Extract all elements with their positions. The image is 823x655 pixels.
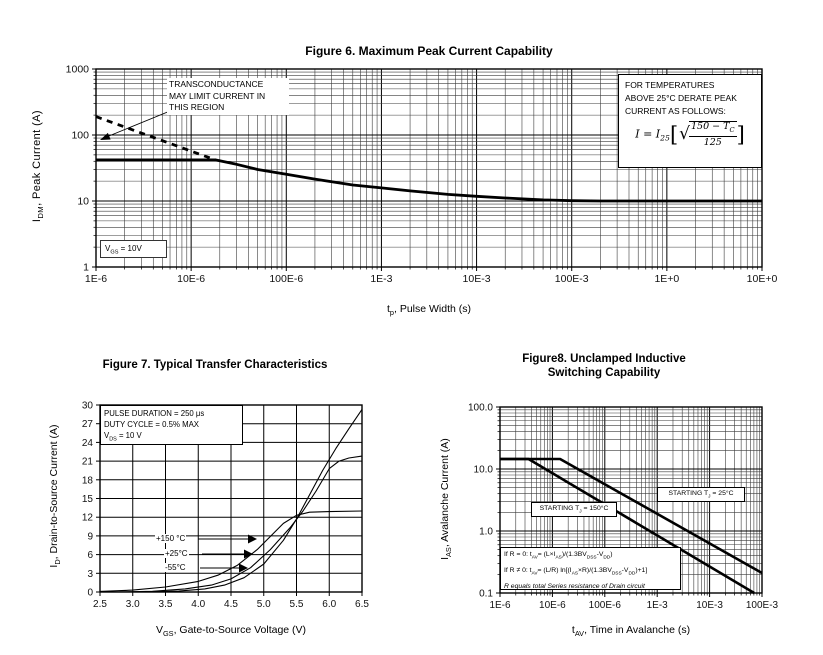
figure7-x-tick-label: 5.5 [289, 599, 304, 610]
starting-tj-25-label: STARTING $T_J = 25^\circ C$ [657, 487, 745, 502]
figure8-y-tick-label: 1.0 [479, 526, 493, 538]
figure6-x-tick-label: 10E-6 [177, 273, 206, 285]
derate-note-line: FOR TEMPERATURES [625, 80, 715, 90]
figure7-y-tick-label: 18 [81, 475, 93, 487]
figure7-conditions-box [100, 405, 243, 445]
figure7-x-tick-label: 6.0 [322, 599, 337, 610]
figure8-y-tick-label: 0.1 [479, 588, 493, 600]
figure6-x-tick-label: 1E-6 [84, 273, 108, 285]
starting-tj-150-label: STARTING $T_J = 150^\circ C$ [531, 502, 617, 517]
formula-line: If R ≠ 0: $t_{AV}= (L/R)$ $\ln[(I_{AS}\times R)/(1.3BV_{DSS}-V_{DD})+1]$ [504, 566, 648, 577]
derate-formula: $I = I_{25}[√$ $\frac{150 - T_C}{125}$ ] [635, 121, 745, 148]
figure7-y-tick-label: 6 [87, 550, 93, 562]
formula-line: If R = 0: $t_{AV}= (L\times I_{AS})/(1.3BV_{DSS}-V_{DD})$ [504, 551, 613, 561]
condition-line: $V_{DS} = 10$ V [104, 431, 142, 443]
figure7-x-tick-label: 6.5 [355, 599, 369, 610]
figure6-x-tick-label: 10E-3 [462, 273, 491, 285]
figure7-x-tick-label: 4.5 [224, 599, 238, 610]
figure7-y-tick-label: 21 [81, 456, 93, 468]
condition-line: DUTY CYCLE = 0.5% MAX [104, 420, 199, 429]
figure8-x-tick-label: 100E-6 [588, 600, 621, 611]
curve-label-plus25C: +25°C [165, 549, 188, 558]
figure7-y-tick-label: 24 [81, 437, 93, 449]
figure8-x-tick-label: 10E-6 [539, 600, 566, 611]
figure8-x-tick-label: 1E-6 [489, 600, 511, 611]
figure7-x-axis-label: $V_{GS}$, Gate-to-Source Voltage (V) [155, 624, 307, 639]
figure7-x-tick-label: 3.5 [158, 599, 173, 610]
figure7-x-tick-label: 5.0 [256, 599, 271, 610]
transconductance-note: TRANSCONDUCTANCE MAY LIMIT CURRENT IN THIS REGION [167, 78, 289, 115]
figure8-x-tick-label: 1E-3 [646, 600, 668, 611]
figure8-x-axis-label: $t_{AV}$, Time in Avalanche (s) [571, 624, 691, 639]
figure7-y-tick-label: 9 [87, 531, 93, 543]
derate-note-box [618, 74, 762, 168]
figure6-x-tick-label: 10E+0 [746, 273, 778, 285]
figure6-x-tick-label: 1E-3 [370, 273, 393, 285]
figure8-x-tick-label: 10E-3 [696, 600, 723, 611]
figure7-x-tick-label: 2.5 [93, 599, 107, 610]
figure6-y-tick-label: 100 [71, 129, 89, 142]
curve-label-minus55C: -55°C [165, 563, 186, 572]
figure8-y-tick-label: 100.0 [467, 402, 493, 414]
condition-line: PULSE DURATION = 250 μs [104, 409, 205, 418]
figure7-y-axis-label: $I_D$, Drain-to-Source Current (A) [47, 424, 63, 568]
figure6-y-axis-label: $I_{DM}$, Peak Current (A) [30, 110, 46, 223]
figure8-title-line2: Switching Capability [547, 367, 661, 379]
derate-note-line: ABOVE 25°C DERATE PEAK [625, 93, 737, 103]
figure6-x-tick-label: 100E-6 [269, 273, 304, 285]
figure6-x-tick-label: 1E+0 [654, 273, 680, 285]
figure6-y-tick-label: 1000 [65, 63, 89, 76]
figure6-annotation-arrowhead [100, 133, 111, 140]
figure7-y-tick-label: 30 [81, 400, 93, 412]
figure6-x-axis-label: $t_p$, Pulse Width (s) [386, 303, 472, 318]
figure7-x-tick-label: 4.0 [191, 599, 206, 610]
figure7-y-tick-label: 12 [81, 512, 93, 524]
derate-note-line: CURRENT AS FOLLOWS: [625, 106, 726, 116]
formula-line: R equals total Series resistance of Drain circuit [504, 582, 645, 590]
figure7-y-tick-label: 3 [87, 568, 93, 580]
figure6-x-tick-label: 100E-3 [554, 273, 589, 285]
figure7-y-tick-label: 0 [87, 587, 93, 599]
figure8-title-line1: Figure8. Unclamped Inductive [522, 353, 686, 365]
figure8-y-tick-label: 10.0 [473, 464, 493, 476]
figure8-x-tick-label: 100E-3 [745, 600, 779, 611]
figure7-title: Figure 7. Typical Transfer Characteristics [102, 359, 328, 371]
figure6-title: Figure 6. Maximum Peak Current Capability [305, 44, 553, 58]
figure6-y-tick-label: 1 [83, 261, 89, 274]
figure7-y-tick-label: 15 [81, 494, 93, 505]
avalanche-formula-box [500, 547, 681, 590]
figure7-y-tick-label: 27 [81, 419, 93, 431]
figure6-y-tick-label: 10 [77, 195, 89, 208]
vgs-condition-box: $V_{GS} = 10V$ [100, 240, 167, 258]
figure7-x-tick-label: 3.0 [125, 599, 140, 610]
curve-label-plus150C: +150 °C [156, 534, 186, 543]
figure8-y-axis-label: $I_{AS}$, Avalanche Current (A) [438, 438, 454, 560]
